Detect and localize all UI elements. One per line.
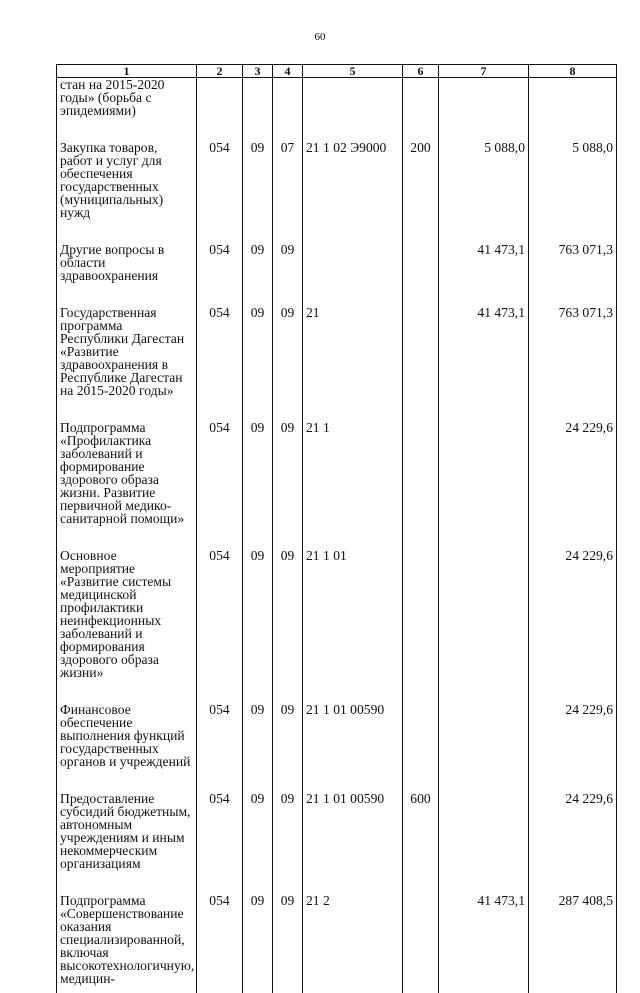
row-name-cell: Основное мероприятие «Развитие системы медицинской профилактики неинфекционных заболеваний и формирования здорового образа жизни» <box>57 549 197 679</box>
spacer-cell <box>243 219 273 243</box>
spacer-cell <box>529 768 617 792</box>
subsection-code-cell: 09 <box>273 549 303 679</box>
ministry-code-cell <box>197 78 243 118</box>
column-header: 5 <box>303 65 403 78</box>
spacer-cell <box>303 282 403 306</box>
subsection-code-cell: 09 <box>273 243 303 282</box>
spacer-cell <box>243 525 273 549</box>
spacer-cell <box>273 768 303 792</box>
section-code-cell: 09 <box>243 306 273 397</box>
column-number-row <box>57 65 617 78</box>
ministry-code-cell: 054 <box>197 894 243 985</box>
amount-col8-cell: 287 408,5 <box>529 894 617 985</box>
spacer-cell <box>303 768 403 792</box>
amount-col8-cell: 763 071,3 <box>529 243 617 282</box>
spacer-cell <box>529 870 617 894</box>
section-code-cell: 09 <box>243 549 273 679</box>
spacer-cell <box>197 679 243 703</box>
ministry-code-cell: 054 <box>197 421 243 525</box>
table-row <box>57 549 617 679</box>
amount-col7-cell <box>439 78 529 118</box>
section-code-cell <box>243 78 273 118</box>
ministry-code-cell: 054 <box>197 306 243 397</box>
spacer-cell <box>439 985 529 993</box>
target-article-cell: 21 1 01 00590 <box>303 703 403 768</box>
ministry-code-cell: 054 <box>197 792 243 870</box>
row-spacer <box>57 219 617 243</box>
row-name-cell: Государственная программа Республики Дагестан «Развитие здравоохранения в Республике Дагестан на 2015-2020 годы» <box>57 306 197 397</box>
spacer-cell <box>243 768 273 792</box>
row-spacer <box>57 870 617 894</box>
spacer-cell <box>439 525 529 549</box>
row-spacer <box>57 117 617 141</box>
expense-type-cell <box>403 549 439 679</box>
spacer-cell <box>197 117 243 141</box>
row-spacer <box>57 679 617 703</box>
target-article-cell: 21 <box>303 306 403 397</box>
spacer-cell <box>197 219 243 243</box>
column-header: 2 <box>197 65 243 78</box>
amount-col8-cell: 763 071,3 <box>529 306 617 397</box>
spacer-cell <box>303 870 403 894</box>
spacer-cell <box>57 525 197 549</box>
spacer-cell <box>403 219 439 243</box>
column-header: 1 <box>57 65 197 78</box>
spacer-cell <box>403 985 439 993</box>
table-row <box>57 141 617 219</box>
ministry-code-cell: 054 <box>197 141 243 219</box>
spacer-cell <box>57 870 197 894</box>
spacer-cell <box>303 219 403 243</box>
target-article-cell <box>303 78 403 118</box>
amount-col8-cell: 24 229,6 <box>529 549 617 679</box>
ministry-code-cell: 054 <box>197 243 243 282</box>
column-header: 4 <box>273 65 303 78</box>
row-name-cell: стан на 2015-2020 годы» (борьба с эпидемиями) <box>57 78 197 118</box>
expense-type-cell <box>403 306 439 397</box>
table-row <box>57 306 617 397</box>
section-code-cell: 09 <box>243 243 273 282</box>
amount-col7-cell: 41 473,1 <box>439 306 529 397</box>
spacer-cell <box>403 282 439 306</box>
column-header: 3 <box>243 65 273 78</box>
spacer-cell <box>243 117 273 141</box>
subsection-code-cell: 07 <box>273 141 303 219</box>
spacer-cell <box>243 397 273 421</box>
spacer-cell <box>197 985 243 993</box>
amount-col7-cell <box>439 792 529 870</box>
section-code-cell: 09 <box>243 894 273 985</box>
spacer-cell <box>403 525 439 549</box>
spacer-cell <box>403 870 439 894</box>
section-code-cell: 09 <box>243 141 273 219</box>
target-article-cell: 21 1 01 <box>303 549 403 679</box>
table-body <box>57 78 617 993</box>
amount-col8-cell: 24 229,6 <box>529 792 617 870</box>
section-code-cell: 09 <box>243 792 273 870</box>
subsection-code-cell: 09 <box>273 421 303 525</box>
column-header: 6 <box>403 65 439 78</box>
spacer-cell <box>273 117 303 141</box>
row-name-cell: Другие вопросы в области здравоохранения <box>57 243 197 282</box>
spacer-cell <box>273 397 303 421</box>
column-header: 7 <box>439 65 529 78</box>
spacer-cell <box>57 117 197 141</box>
spacer-cell <box>273 282 303 306</box>
table-row <box>57 792 617 870</box>
subsection-code-cell: 09 <box>273 306 303 397</box>
spacer-cell <box>57 397 197 421</box>
amount-col8-cell: 24 229,6 <box>529 421 617 525</box>
spacer-cell <box>273 219 303 243</box>
row-spacer <box>57 768 617 792</box>
row-spacer <box>57 282 617 306</box>
row-spacer <box>57 525 617 549</box>
table-row <box>57 703 617 768</box>
ministry-code-cell: 054 <box>197 703 243 768</box>
page-number: 60 <box>0 31 640 43</box>
spacer-cell <box>243 282 273 306</box>
expense-type-cell: 600 <box>403 792 439 870</box>
amount-col8-cell: 5 088,0 <box>529 141 617 219</box>
spacer-cell <box>57 219 197 243</box>
spacer-cell <box>403 679 439 703</box>
spacer-cell <box>197 397 243 421</box>
section-code-cell: 09 <box>243 421 273 525</box>
spacer-cell <box>197 768 243 792</box>
amount-col7-cell: 5 088,0 <box>439 141 529 219</box>
spacer-cell <box>403 768 439 792</box>
spacer-cell <box>403 117 439 141</box>
spacer-cell <box>57 679 197 703</box>
budget-table <box>56 64 617 993</box>
row-spacer <box>57 397 617 421</box>
target-article-cell: 21 1 02 Э9000 <box>303 141 403 219</box>
spacer-cell <box>303 397 403 421</box>
table-row <box>57 421 617 525</box>
column-header: 8 <box>529 65 617 78</box>
spacer-cell <box>273 985 303 993</box>
spacer-cell <box>439 679 529 703</box>
table-row <box>57 243 617 282</box>
amount-col8-cell <box>529 78 617 118</box>
expense-type-cell <box>403 243 439 282</box>
spacer-cell <box>439 397 529 421</box>
amount-col7-cell: 41 473,1 <box>439 894 529 985</box>
spacer-cell <box>439 870 529 894</box>
table-row <box>57 894 617 985</box>
row-name-cell: Финансовое обеспечение выполнения функций государственных органов и учреждений <box>57 703 197 768</box>
spacer-cell <box>529 985 617 993</box>
spacer-cell <box>197 870 243 894</box>
amount-col7-cell: 41 473,1 <box>439 243 529 282</box>
spacer-cell <box>303 117 403 141</box>
amount-col8-cell: 24 229,6 <box>529 703 617 768</box>
target-article-cell: 21 2 <box>303 894 403 985</box>
spacer-cell <box>439 117 529 141</box>
spacer-cell <box>303 679 403 703</box>
amount-col7-cell <box>439 549 529 679</box>
spacer-cell <box>57 768 197 792</box>
subsection-code-cell: 09 <box>273 894 303 985</box>
amount-col7-cell <box>439 421 529 525</box>
subsection-code-cell: 09 <box>273 792 303 870</box>
subsection-code-cell: 09 <box>273 703 303 768</box>
target-article-cell: 21 1 01 00590 <box>303 792 403 870</box>
spacer-cell <box>529 397 617 421</box>
spacer-cell <box>529 282 617 306</box>
row-name-cell: Подпрограмма «Совершенствование оказания специализированной, включая высокотехнологичную, медицин- <box>57 894 197 985</box>
subsection-code-cell <box>273 78 303 118</box>
table-row <box>57 78 617 118</box>
spacer-cell <box>57 985 197 993</box>
spacer-cell <box>439 219 529 243</box>
row-name-cell: Подпрограмма «Профилактика заболеваний и формирование здорового образа жизни. Развитие первичной медико-санитарной помощи» <box>57 421 197 525</box>
target-article-cell <box>303 243 403 282</box>
spacer-cell <box>303 525 403 549</box>
spacer-cell <box>529 525 617 549</box>
spacer-cell <box>529 219 617 243</box>
spacer-cell <box>243 870 273 894</box>
spacer-cell <box>57 282 197 306</box>
spacer-cell <box>197 282 243 306</box>
expense-type-cell <box>403 78 439 118</box>
row-name-cell: Закупка товаров, работ и услуг для обеспечения государственных (муниципальных) нужд <box>57 141 197 219</box>
expense-type-cell <box>403 421 439 525</box>
spacer-cell <box>439 768 529 792</box>
spacer-cell <box>529 117 617 141</box>
spacer-cell <box>243 985 273 993</box>
spacer-cell <box>273 870 303 894</box>
spacer-cell <box>243 679 273 703</box>
expense-type-cell <box>403 894 439 985</box>
target-article-cell: 21 1 <box>303 421 403 525</box>
row-spacer <box>57 985 617 993</box>
spacer-cell <box>529 679 617 703</box>
spacer-cell <box>273 679 303 703</box>
row-name-cell: Предоставление субсидий бюджетным, автономным учреждениям и иным некоммерческим организациям <box>57 792 197 870</box>
expense-type-cell <box>403 703 439 768</box>
section-code-cell: 09 <box>243 703 273 768</box>
spacer-cell <box>439 282 529 306</box>
spacer-cell <box>273 525 303 549</box>
expense-type-cell: 200 <box>403 141 439 219</box>
spacer-cell <box>403 397 439 421</box>
spacer-cell <box>303 985 403 993</box>
amount-col7-cell <box>439 703 529 768</box>
spacer-cell <box>197 525 243 549</box>
ministry-code-cell: 054 <box>197 549 243 679</box>
